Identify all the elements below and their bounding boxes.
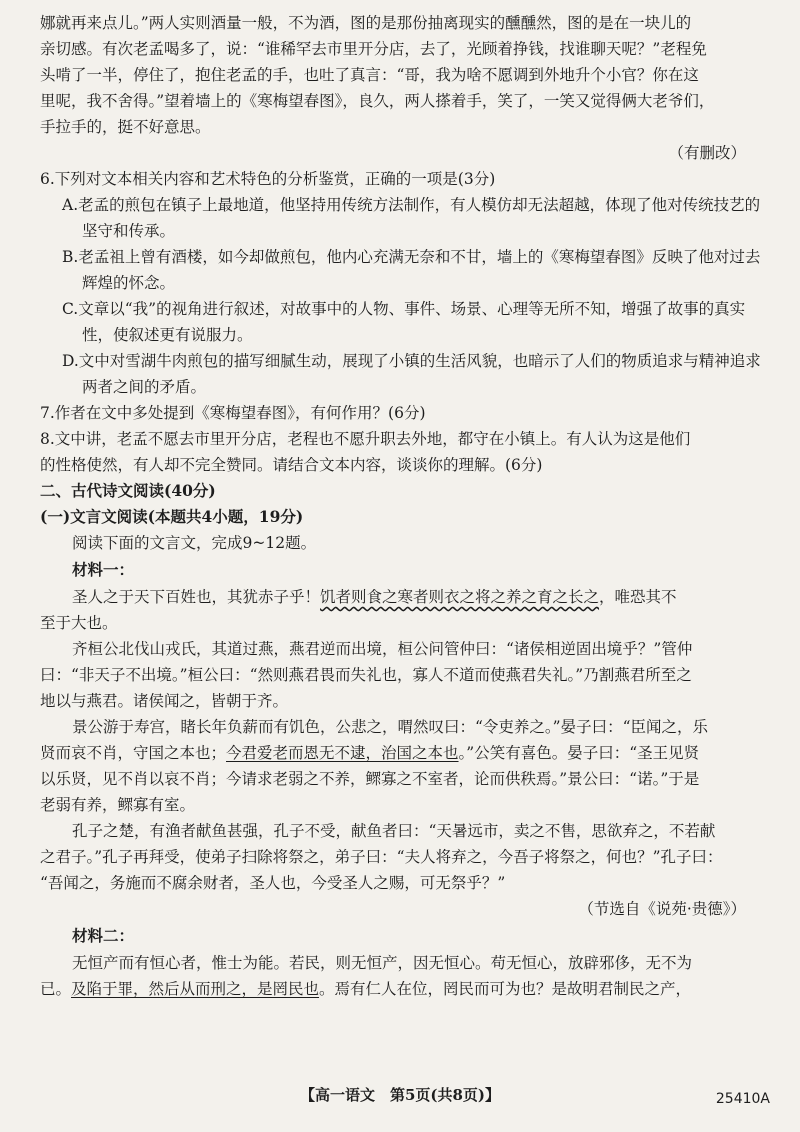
page-number: 【高一语文 第5页(共8页)】: [299, 1086, 501, 1104]
text-run: ，唯恐其不: [599, 588, 677, 606]
material-2-label: 材料二：: [72, 926, 135, 945]
question-6-stem: 6.下列对文本相关内容和艺术特色的分析鉴赏，正确的一项是(3分): [40, 170, 496, 188]
instruction: 阅读下面的文言文，完成9~12题。: [72, 534, 317, 552]
text-run: 。”公笑有喜色。晏子曰：“圣王见贤: [458, 744, 700, 762]
m1-para1-cont: 至于大也。: [40, 614, 118, 632]
underlined-text: 今君爱老而恩无不逮，治国之本也: [226, 744, 459, 762]
m2-line: [40, 976, 766, 1002]
text-run: 。焉有仁人在位，罔民而可为也？是故明君制民之产，: [319, 980, 692, 998]
m1-para4-line: 孔子之楚，有渔者献鱼甚强，孔子不受，献鱼者曰：“天暑远市，卖之不售，思欲弃之，不若献: [72, 822, 716, 840]
material-1-label: 材料一：: [72, 560, 135, 579]
question-7: 7.作者在文中多处提到《寒梅望春图》，有何作用？(6分): [40, 404, 426, 422]
story-line: 里呢，我不舍得。”望着墙上的《寒梅望春图》，良久，两人搽着手，笑了，一笑又觉得俩大老爷们，: [40, 92, 715, 110]
option-a: A.老孟的煎包在镇子上最地道，他坚持用传统方法制作，有人模仿却无法超越，体现了他对传统技艺的坚守和传承。: [62, 196, 761, 240]
section-title: 二、古代诗文阅读(40分): [40, 481, 216, 500]
story-line: 娜就再来点儿。”两人实则酒量一般，不为酒，图的是那份抽离现实的醺醺然，图的是在一块儿的: [40, 14, 692, 32]
m1-para2-line: 地以与燕君。诸侯闻之，皆朝于齐。: [40, 692, 289, 710]
m1-para3-line: 景公游于寿宫，睹长年负薪而有饥色，公悲之，喟然叹曰：“令吏养之。”晏子曰：“臣闻之，乐: [72, 718, 709, 736]
m1-para3-line: 以乐贤，见不肖以哀不肖；今请求老弱之不养，鳏寡之不室者，论而供秩焉。”景公曰：“诺。”于是: [40, 770, 700, 788]
m1-para3-line: 老弱有养，鳏寡有室。: [40, 796, 196, 814]
question-8-line: 8.文中讲，老孟不愿去市里开分店，老程也不愿升职去外地，都守在小镇上。有人认为这是他们: [40, 430, 691, 448]
question-8-line: 的性格使然，有人却不完全赞同。请结合文本内容，谈谈你的理解。(6分): [40, 456, 543, 474]
source-note: （有删改）: [668, 144, 746, 162]
m1-para2-line: 齐桓公北伐山戎氏，其道过燕，燕君逆而出境，桓公问管仲曰：“诸侯相逆固出境乎？”管仲: [72, 640, 693, 658]
underlined-text: 及陷于罪，然后从而刑之，是罔民也: [71, 980, 320, 998]
text-run: 圣人之于天下百姓也，其犹赤子乎！: [72, 588, 321, 606]
m1-para4-line: 之君子。”孔子再拜受，使弟子扫除将祭之，弟子曰：“夫人将弃之，今吾子将祭之，何也？”孔子曰：: [40, 848, 723, 866]
story-line: 亲切感。有次老孟喝多了，说：“谁稀罕去市里开分店，去了，光顾着挣钱，找谁聊天呢？”老程免: [40, 40, 707, 58]
story-line: 手拉手的，挺不好意思。: [40, 118, 211, 136]
m1-para4-line: “吾闻之，务施而不腐余财者，圣人也，今受圣人之赐，可无祭乎？”: [40, 874, 506, 892]
m1-para1: [40, 584, 766, 610]
option-d: D.文中对雪湖牛肉煎包的描写细腻生动，展现了小镇的生活风貌，也暗示了人们的物质追求与精神追求两者之间的矛盾。: [62, 352, 761, 396]
page-footer: [0, 1088, 800, 1112]
source-note: （节选自《说苑·贵德》）: [578, 900, 746, 918]
option-c: C.文章以“我”的视角进行叙述，对故事中的人物、事件、场景、心理等无所不知，增强了故事的真实性，使叙述更有说服力。: [62, 300, 746, 344]
text-run: 贤而哀不肖，守国之本也；: [40, 744, 227, 762]
m1-para2-line: 曰：“非天子不出境。”桓公曰：“然则燕君畏而失礼也，寡人不道而使燕君失礼。”乃割燕君所至之: [40, 666, 692, 684]
m1-para3-line: [40, 740, 766, 766]
story-line: 头啃了一半，停住了，抱住老孟的手，也吐了真言：“哥，我为啥不愿调到外地升个小官？你在这: [40, 66, 699, 84]
option-b: B.老孟祖上曾有酒楼，如今却做煎包，他内心充满无奈和不甘，墙上的《寒梅望春图》反映了他对过去辉煌的怀念。: [62, 248, 761, 292]
text-run: 已。: [40, 980, 72, 998]
wavy-underlined-text: 饥者则食之寒者则衣之将之养之育之长之: [320, 588, 600, 606]
subsection-title: (一)文言文阅读(本题共4小题，19分): [40, 507, 304, 526]
m2-line: 无恒产而有恒心者，惟士为能。若民，则无恒产，因无恒心。苟无恒心，放辟邪侈，无不为: [72, 954, 693, 972]
exam-code: 25410A: [715, 1091, 770, 1107]
